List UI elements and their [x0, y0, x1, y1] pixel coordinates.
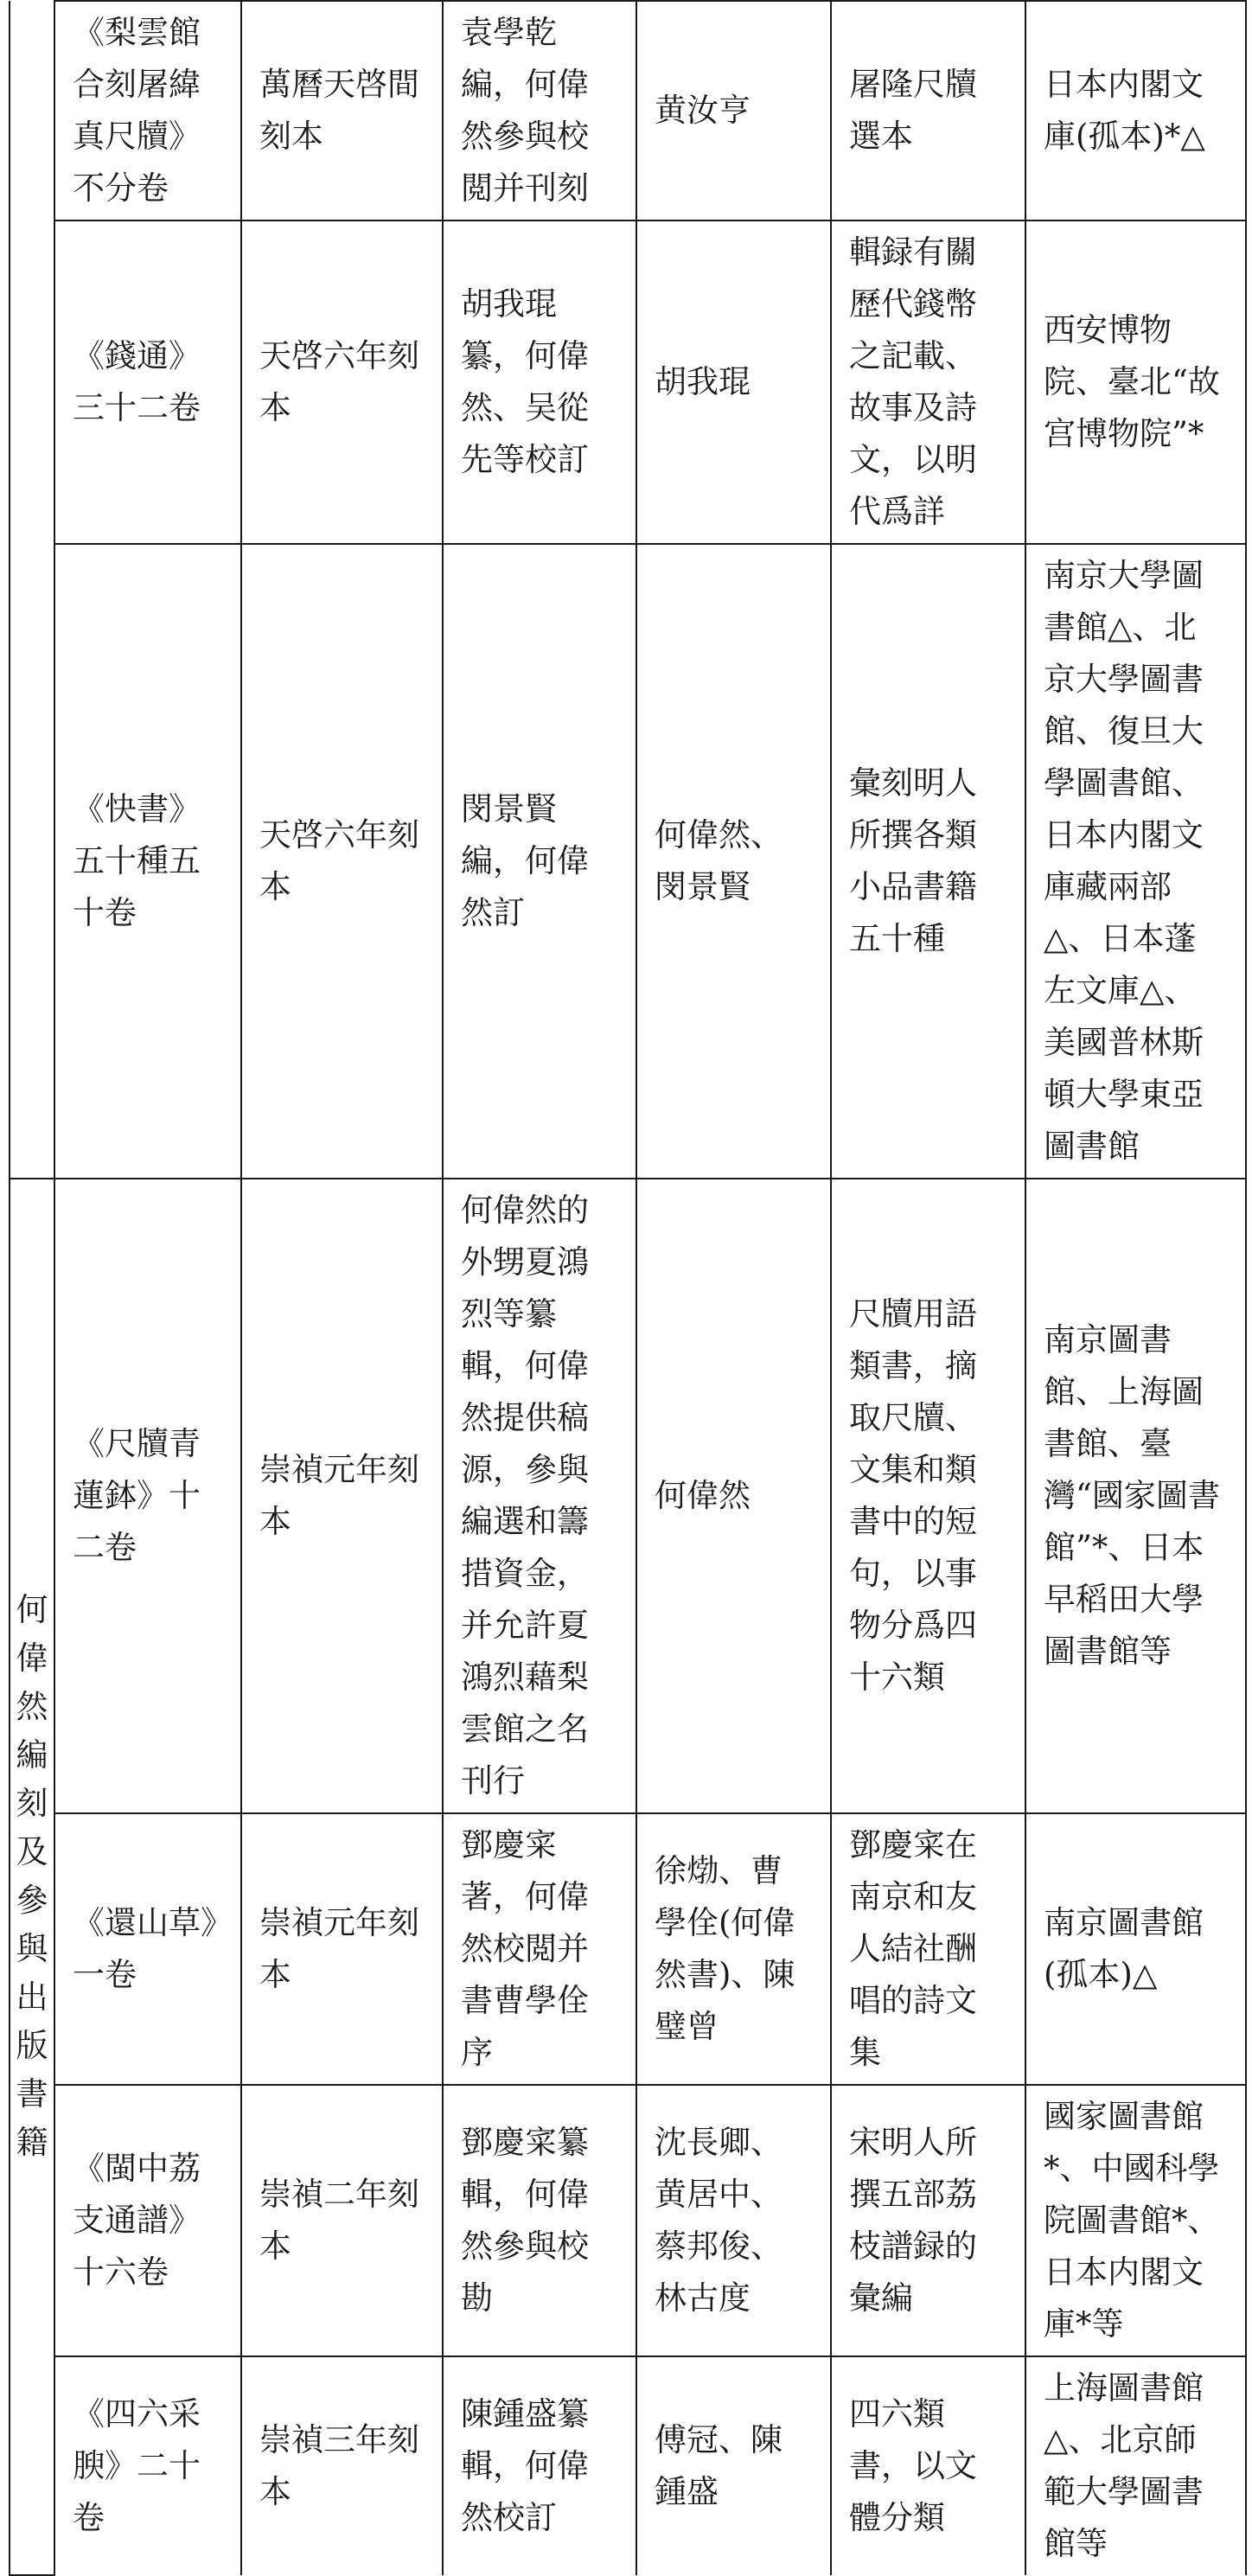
- edition-cell: 萬曆天啓間刻本: [241, 1, 443, 221]
- title-cell: 《尺牘青蓮鉢》十二卷: [54, 1179, 241, 1813]
- edition-cell: 崇禎三年刻本: [241, 2356, 443, 2575]
- edition-cell: 天啓六年刻本: [241, 221, 443, 544]
- content-cell: 四六類書，以文體分類: [831, 2356, 1025, 2575]
- editors-cell: 陳鍾盛纂輯，何偉然校訂: [443, 2356, 636, 2575]
- preface-cell: 何偉然、閔景賢: [636, 544, 831, 1179]
- holdings-cell: 日本内閣文庫(孤本)*△: [1025, 1, 1246, 221]
- title-cell: 《四六采腴》二十卷: [54, 2356, 241, 2575]
- group-cell-continued: [10, 1, 54, 1179]
- title-cell: 《閩中荔支通譜》十六卷: [54, 2085, 241, 2356]
- content-cell: 彙刻明人所撰各類小品書籍五十種: [831, 544, 1025, 1179]
- edition-cell: 崇禎元年刻本: [241, 1179, 443, 1813]
- table-row: [10, 221, 1246, 544]
- editors-cell: 鄧慶寀著，何偉然校閲并書曹學佺序: [443, 1813, 636, 2085]
- editors-cell: 閔景賢編，何偉然訂: [443, 544, 636, 1179]
- content-cell: 鄧慶寀在南京和友人結社酬唱的詩文集: [831, 1813, 1025, 2085]
- holdings-cell: 南京圖書館、上海圖書館、臺灣“國家圖書館”*、日本早稻田大學圖書館等: [1025, 1179, 1246, 1813]
- holdings-cell: 國家圖書館*、中國科學院圖書館*、日本内閣文庫*等: [1025, 2085, 1246, 2356]
- editors-cell: 何偉然的外甥夏鴻烈等纂輯，何偉然提供稿源，參與編選和籌措資金，并允許夏鴻烈藉梨雲館之名刊行: [443, 1179, 636, 1813]
- preface-cell: 徐𤊹、曹學佺(何偉然書)、陳璧曾: [636, 1813, 831, 2085]
- group-cell: [10, 1179, 54, 2575]
- holdings-cell: 南京大學圖書館△、北京大學圖書館、復旦大學圖書館、日本内閣文庫藏兩部△、日本蓬左文庫△、美國普林斯頓大學東亞圖書館: [1025, 544, 1246, 1179]
- content-cell: 尺牘用語類書，摘取尺牘、文集和類書中的短句，以事物分爲四十六類: [831, 1179, 1025, 1813]
- edition-cell: 天啓六年刻本: [241, 544, 443, 1179]
- table-row: [10, 1, 1246, 221]
- preface-cell: 何偉然: [636, 1179, 831, 1813]
- table-row: [10, 544, 1246, 1179]
- table-row: [10, 2356, 1246, 2575]
- editors-cell: 鄧慶寀纂輯，何偉然參與校勘: [443, 2085, 636, 2356]
- edition-cell: 崇禎元年刻本: [241, 1813, 443, 2085]
- preface-cell: 沈長卿、黄居中、蔡邦俊、林古度: [636, 2085, 831, 2356]
- content-cell: 輯録有關歷代錢幣之記載、故事及詩文，以明代爲詳: [831, 221, 1025, 544]
- table-row: [10, 1179, 1246, 1813]
- preface-cell: 胡我琨: [636, 221, 831, 544]
- table-row: [10, 2085, 1246, 2356]
- title-cell: 《梨雲館合刻屠緯真尺牘》不分卷: [54, 1, 241, 221]
- holdings-cell: 南京圖書館(孤本)△: [1025, 1813, 1246, 2085]
- table-row: [10, 1813, 1246, 2085]
- preface-cell: 傅冠、陳鍾盛: [636, 2356, 831, 2575]
- title-cell: 《還山草》一卷: [54, 1813, 241, 2085]
- content-cell: 宋明人所撰五部荔枝譜録的彙編: [831, 2085, 1025, 2356]
- editors-cell: 袁學乾編，何偉然參與校閲并刊刻: [443, 1, 636, 221]
- preface-cell: 黄汝亨: [636, 1, 831, 221]
- content-cell: 屠隆尺牘選本: [831, 1, 1025, 221]
- holdings-cell: 西安博物院、臺北“故宫博物院”*: [1025, 221, 1246, 544]
- title-cell: 《錢通》三十二卷: [54, 221, 241, 544]
- group-label: 何偉然編刻及參與出版書籍: [16, 1590, 48, 2161]
- holdings-cell: 上海圖書館△、北京師範大學圖書館等: [1025, 2356, 1246, 2575]
- editors-cell: 胡我琨纂，何偉然、吴從先等校訂: [443, 221, 636, 544]
- edition-cell: 崇禎二年刻本: [241, 2085, 443, 2356]
- catalog-table: [9, 0, 1247, 2576]
- title-cell: 《快書》五十種五十卷: [54, 544, 241, 1179]
